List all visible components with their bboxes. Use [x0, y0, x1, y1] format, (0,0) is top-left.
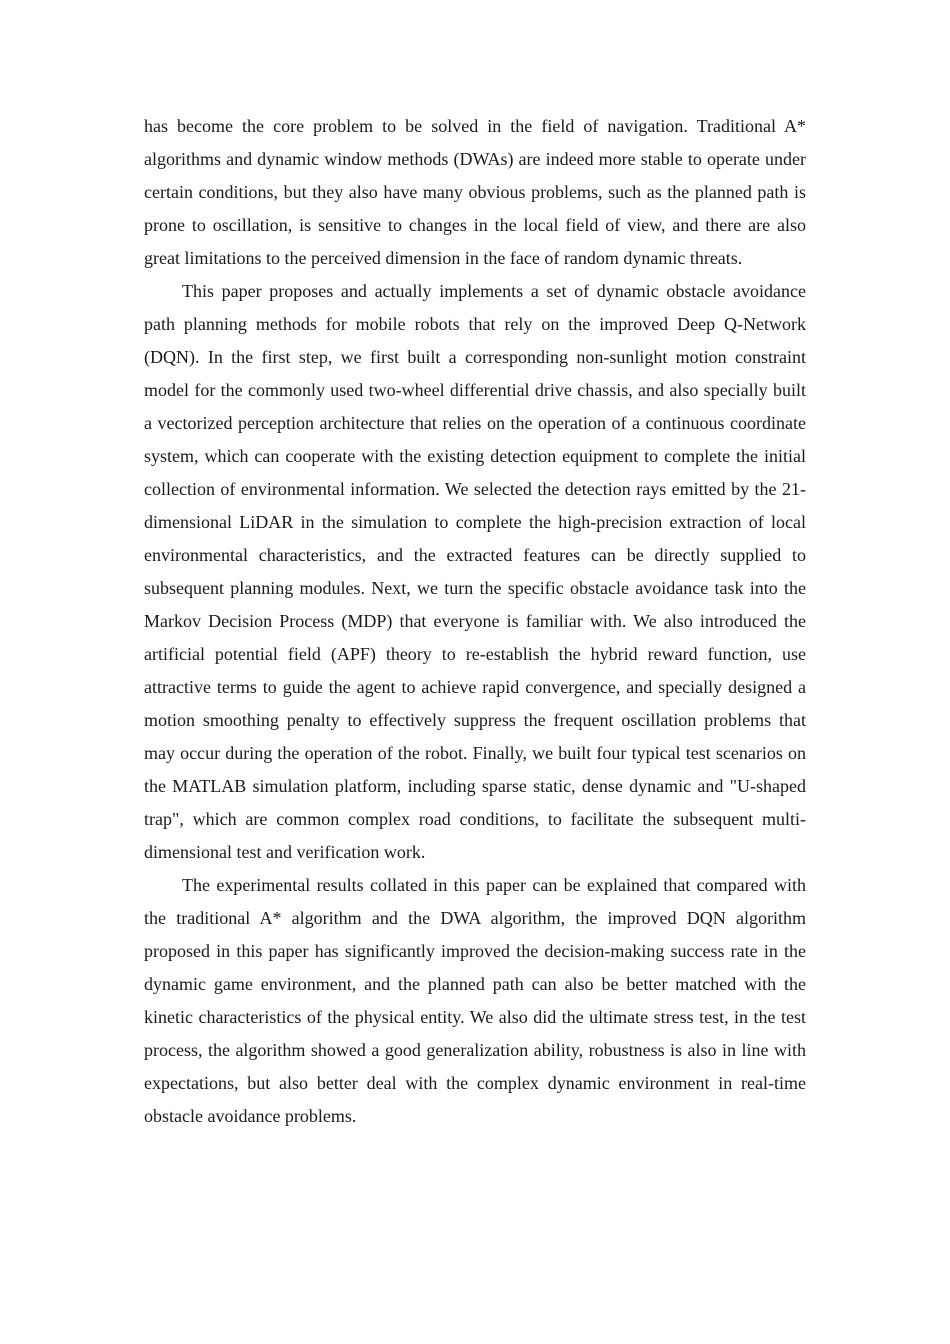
- document-page: [144, 110, 806, 1133]
- paragraph-experimental-results: The experimental results collated in this paper can be explained that compared with the traditional A* algorithm and the DWA algorithm, the improved DQN algorithm proposed in this paper has significantly improved the decision-making success rate in the dynamic game environment, and the planned path can also be better matched with the kinetic characteristics of the physical entity. We also did the ultimate stress test, in the test process, the algorithm showed a good generalization ability, robustness is also in line with expectations, but also better deal with the complex dynamic environment in real-time obstacle avoidance problems.: [144, 875, 806, 1126]
- paragraph-method-overview: This paper proposes and actually implements a set of dynamic obstacle avoidance path planning methods for mobile robots that rely on the improved Deep Q-Network (DQN). In the first step, we first built a corresponding non-sunlight motion constraint model for the commonly used two-wheel differential drive chassis, and also specially built a vectorized perception architecture that relies on the operation of a continuous coordinate system, which can cooperate with the existing detection equipment to complete the initial collection of environmental information. We selected the detection rays emitted by the 21-dimensional LiDAR in the simulation to complete the high-precision extraction of local environmental characteristics, and the extracted features can be directly supplied to subsequent planning modules. Next, we turn the specific obstacle avoidance task into the Markov Decision Process (MDP) that everyone is familiar with. We also introduced the artificial potential field (APF) theory to re-establish the hybrid reward function, use attractive terms to guide the agent to achieve rapid convergence, and specially designed a motion smoothing penalty to effectively suppress the frequent oscillation problems that may occur during the operation of the robot. Finally, we built four typical test scenarios on the MATLAB simulation platform, including sparse static, dense dynamic and "U-shaped trap", which are common complex road conditions, to facilitate the subsequent multi-dimensional test and verification work.: [144, 281, 806, 862]
- paragraph-navigation-problems: has become the core problem to be solved in the field of navigation. Traditional A* algorithms and dynamic window methods (DWAs) are indeed more stable to operate under certain conditions, but they also have many obvious problems, such as the planned path is prone to oscillation, is sensitive to changes in the local field of view, and there are also great limitations to the perceived dimension in the face of random dynamic threats.: [144, 116, 806, 268]
